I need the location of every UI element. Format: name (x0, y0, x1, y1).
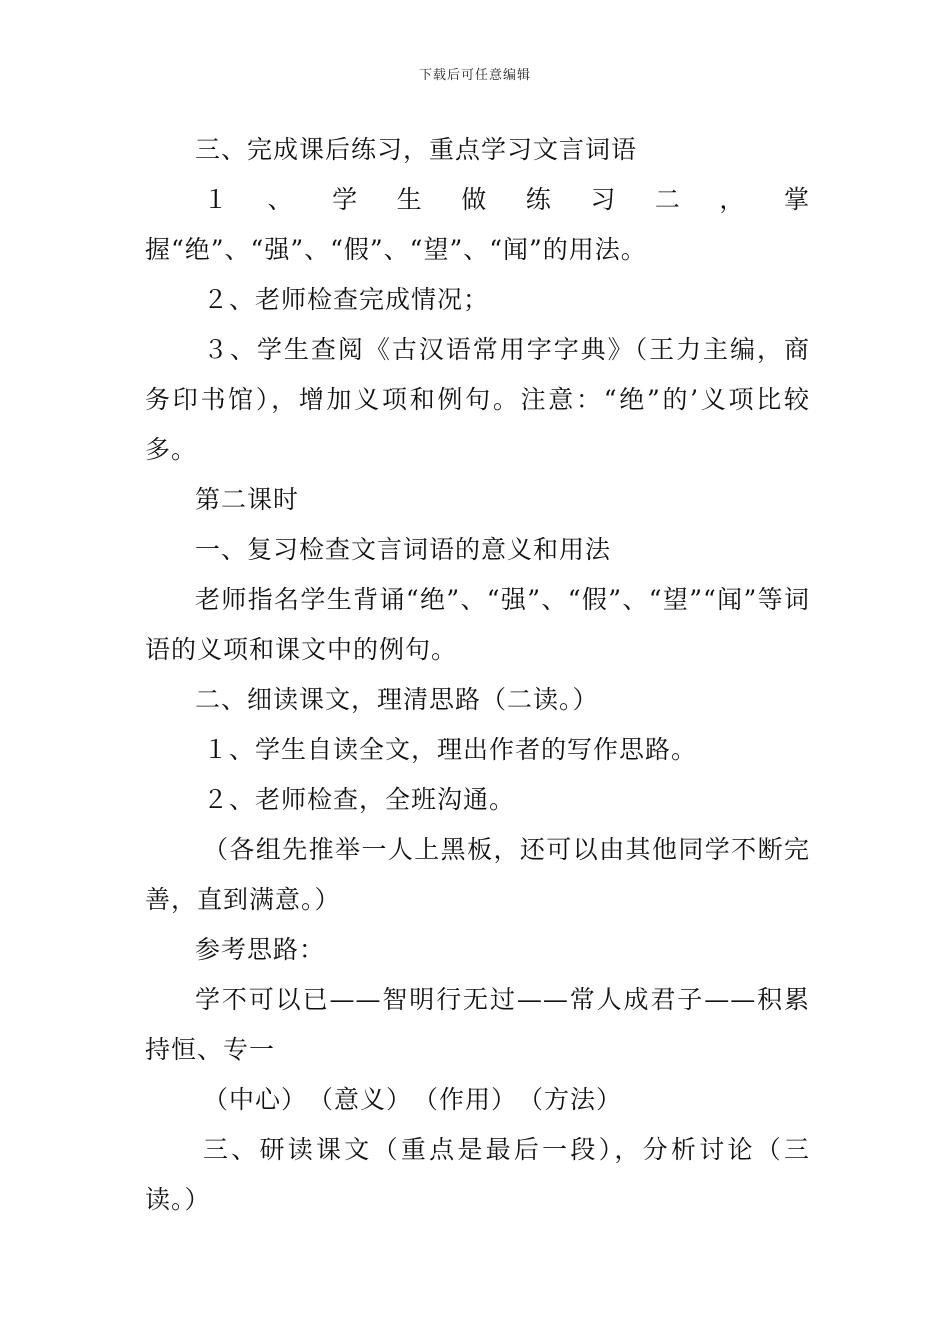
reference-label: 参考思路： (195, 935, 326, 964)
section-heading-exercises: 三、完成课后练习，重点学习文言词语 (195, 135, 638, 164)
reference-outline: 学不可以已——智明行无过——常人成君子——积累持恒、专一 (145, 985, 810, 1064)
step-1-paragraph: １、学生做练习二，掌握“绝”、“强”、“假”、“望”、“闻”的用法。 (145, 185, 810, 264)
outline-categories: （中心） （意义） （作用） （方法） (203, 1085, 623, 1114)
reading-step-1: １、学生自读全文，理出作者的写作思路。 (203, 735, 698, 764)
step-2-paragraph: ２、老师检查完成情况； (203, 285, 490, 314)
page-header: 下载后可任意编辑 (418, 68, 531, 83)
document-body (145, 125, 810, 1225)
section-heading-close-reading: 二、细读课文，理清思路（二读。） (195, 685, 599, 714)
group-note-paragraph: （各组先推举一人上黑板，还可以由其他同学不断完善，直到满意。） (145, 835, 810, 914)
lesson-two-heading: 第二课时 (195, 485, 300, 514)
section-heading-review: 一、复习检查文言词语的意义和用法 (195, 535, 612, 564)
reading-step-2: ２、老师检查，全班沟通。 (203, 785, 516, 814)
section-heading-study: 三、研读课文（重点是最后一段），分析讨论（三读。） (145, 1135, 810, 1214)
review-paragraph: 老师指名学生背诵“绝”、“强”、“假”、“望”“闻”等词语的义项和课文中的例句。 (145, 585, 810, 664)
step-3-paragraph: ３、学生查阅《古汉语常用字字典》（王力主编，商务印书馆），增加义项和例句。注意：“绝”的’义项比较多。 (145, 335, 810, 464)
